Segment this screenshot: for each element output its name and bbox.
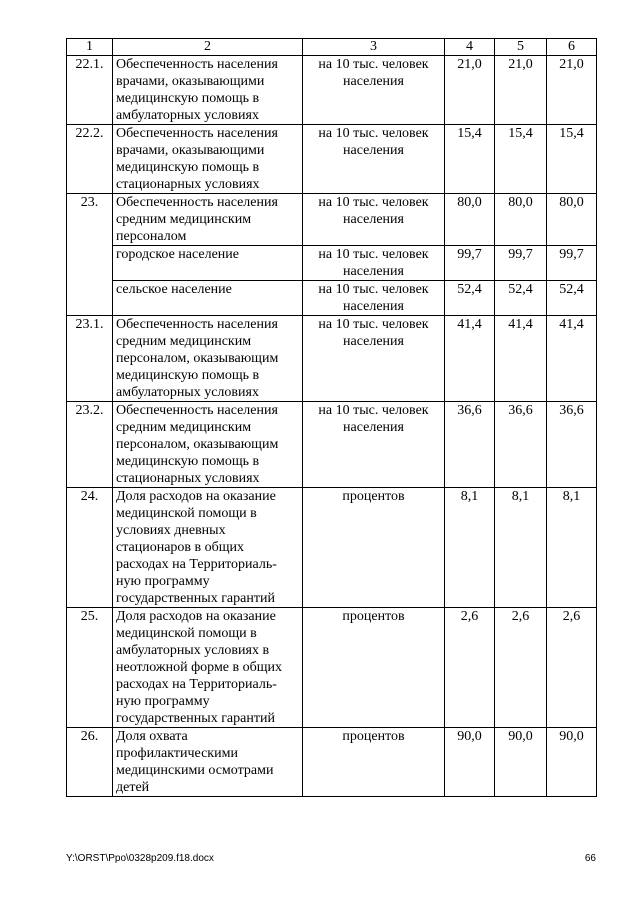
value-col6: 90,0 [547,728,597,797]
indicator-name: Обеспеченность населения врачами, оказывающими медицинскую помощь в стационарных условиях [113,125,303,194]
value-col4: 52,4 [445,281,495,316]
value-col6: 99,7 [547,246,597,281]
indicator-name: Обеспеченность населения врачами, оказывающими медицинскую помощь в амбулаторных условиях [113,56,303,125]
unit-cell: процентов [303,608,445,728]
value-col6: 15,4 [547,125,597,194]
indicator-name: Доля расходов на оказание медицинской помощи в условиях дневных стационаров в общих расходах на Территориаль-ную программу государственных гарантий [113,488,303,608]
value-col5: 15,4 [495,125,547,194]
table-row [67,402,597,488]
row-number: 23.2. [67,402,113,488]
value-col6: 8,1 [547,488,597,608]
value-col4: 15,4 [445,125,495,194]
indicators-table [66,38,597,797]
value-col5: 99,7 [495,246,547,281]
value-col4: 99,7 [445,246,495,281]
row-number: 25. [67,608,113,728]
value-col5: 8,1 [495,488,547,608]
header-cell: 4 [445,39,495,56]
value-col6: 2,6 [547,608,597,728]
value-col5: 2,6 [495,608,547,728]
indicator-name: Доля расходов на оказание медицинской помощи в амбулаторных условиях в неотложной форме в общих расходах на Территориаль-ную программу государственных гарантий [113,608,303,728]
value-col4: 36,6 [445,402,495,488]
indicator-name: городское население [113,246,303,281]
value-col4: 41,4 [445,316,495,402]
value-col5: 90,0 [495,728,547,797]
header-cell: 2 [113,39,303,56]
header-cell: 3 [303,39,445,56]
value-col5: 80,0 [495,194,547,246]
table-row [67,608,597,728]
value-col4: 8,1 [445,488,495,608]
unit-cell: на 10 тыс. человек населения [303,402,445,488]
table-row [67,281,597,316]
header-cell: 6 [547,39,597,56]
table-row [67,488,597,608]
row-number: 26. [67,728,113,797]
unit-cell: процентов [303,728,445,797]
row-number: 22.1. [67,56,113,125]
value-col5: 21,0 [495,56,547,125]
unit-cell: на 10 тыс. человек населения [303,56,445,125]
table-row [67,728,597,797]
unit-cell: на 10 тыс. человек населения [303,281,445,316]
value-col6: 52,4 [547,281,597,316]
value-col4: 2,6 [445,608,495,728]
row-number: 23. [67,194,113,316]
header-row [67,39,597,56]
value-col4: 90,0 [445,728,495,797]
unit-cell: на 10 тыс. человек населения [303,316,445,402]
row-number: 22.2. [67,125,113,194]
indicator-name: Обеспеченность населения средним медицинским персоналом, оказывающим медицинскую помощь в стационарных условиях [113,402,303,488]
footer-file-path: Y:\ORST\Ppo\0328p209.f18.docx [66,853,214,864]
value-col6: 36,6 [547,402,597,488]
value-col5: 52,4 [495,281,547,316]
indicator-name: Обеспеченность населения средним медицинским персоналом, оказывающим медицинскую помощь в амбулаторных условиях [113,316,303,402]
page-number: 66 [584,853,596,864]
value-col4: 21,0 [445,56,495,125]
value-col5: 41,4 [495,316,547,402]
table-row [67,125,597,194]
unit-cell: на 10 тыс. человек населения [303,125,445,194]
row-number: 24. [67,488,113,608]
unit-cell: на 10 тыс. человек населения [303,246,445,281]
row-number: 23.1. [67,316,113,402]
value-col5: 36,6 [495,402,547,488]
indicator-name: сельское население [113,281,303,316]
table-row [67,194,597,246]
table-row [67,316,597,402]
value-col6: 21,0 [547,56,597,125]
value-col6: 80,0 [547,194,597,246]
value-col6: 41,4 [547,316,597,402]
indicator-name: Доля охвата профилактическими медицинскими осмотрами детей [113,728,303,797]
header-cell: 5 [495,39,547,56]
table-row [67,56,597,125]
unit-cell: процентов [303,488,445,608]
table-row [67,246,597,281]
value-col4: 80,0 [445,194,495,246]
indicator-name: Обеспеченность населения средним медицинским персоналом [113,194,303,246]
header-cell: 1 [67,39,113,56]
unit-cell: на 10 тыс. человек населения [303,194,445,246]
